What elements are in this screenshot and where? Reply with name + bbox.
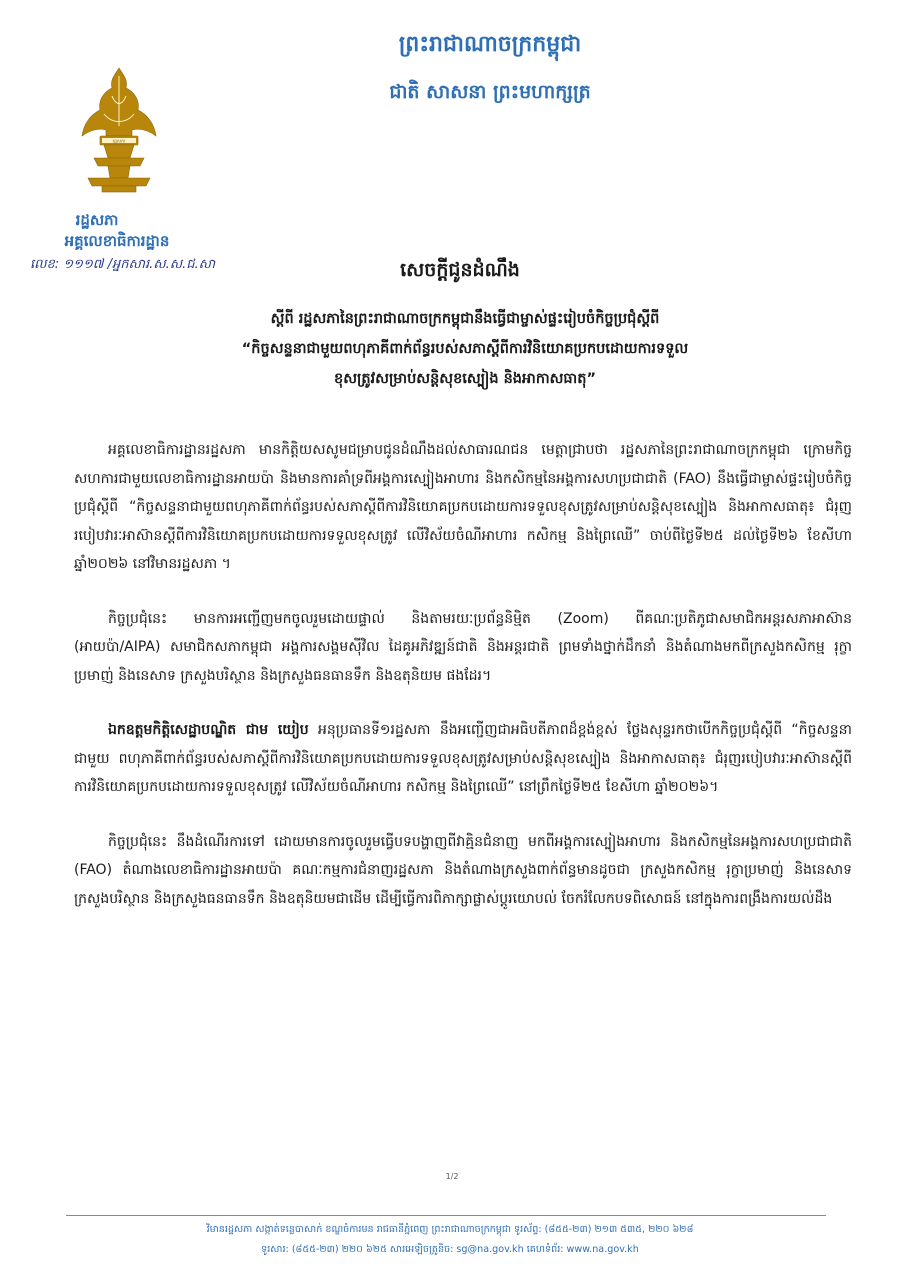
notice-subtitle	[70, 304, 860, 394]
page-number: 1/2	[445, 1172, 459, 1181]
body-paragraph: អគ្គលេខាធិការដ្ឋានរដ្ឋសភា មានកិត្តិយសសូមជម្រាបជូនដំណឹងដល់សាធារណជន មេត្តាជ្រាបថា រដ្ឋសភានៃព្រះរាជាណាចក្រកម្ពុជា ក្រោមកិច្ចសហការជាមួយលេខាធិការដ្ឋានអាយប៉ា និងមានការគាំទ្រពីអង្គការស្បៀងអាហារ និងកសិកម្មនៃអង្គការសហប្រជាជាតិ (FAO) នឹងធ្វើជាម្ចាស់ផ្ទះរៀបចំកិច្ចប្រជុំស្ដីពី “កិច្ចសន្ទនាជាមួយពហុភាគីពាក់ព័ន្ធរបស់សភាស្ដីពីការវិនិយោគប្រកបដោយការទទួលខុសត្រូវសម្រាប់សន្តិសុខស្បៀង និងអាកាសធាតុ៖ ជំរុញរបៀបវារៈអាស៊ានស្ដីពីការវិនិយោគប្រកបដោយការទទួលខុសត្រូវ លើវិស័យចំណីអាហារ កសិកម្ម និងព្រៃឈើ” ចាប់ពីថ្ងៃទី២៥ ដល់ថ្ងៃទី២៦ ខែសីហា ឆ្នាំ២០២៦ នៅវិមានរដ្ឋសភា ។	[74, 442, 852, 572]
national-assembly-emblem-icon	[74, 66, 164, 196]
body-paragraph	[74, 716, 852, 802]
kingdom-header: ព្រះរាជាណាចក្រកម្ពុជា	[398, 32, 582, 57]
motto-header: ជាតិ សាសនា ព្រះមហាក្សត្រ	[389, 81, 591, 103]
notice-body	[74, 436, 852, 939]
paragraph-text: អនុប្រធានទី១រដ្ឋសភា នឹងអញ្ជើញជាអធិបតីភាពដ៏ខ្ពង់ខ្ពស់ ថ្លែងសុន្ទរកថាបើកកិច្ចប្រជុំស្ដីពី “កិច្ចសន្ទនាជាមួយ ពហុភាគីពាក់ព័ន្ធរបស់សភាស្ដីពីការវិនិយោគប្រកបដោយការទទួលខុសត្រូវសម្រាប់សន្តិសុខស្បៀង និងអាកាសធាតុ៖ ជំរុញរបៀបវារៈអាស៊ានស្ដីពីការវិនិយោគប្រកបដោយការទទួលខុសត្រូវ លើវិស័យចំណីអាហារ កសិកម្ម និងព្រៃឈើ” នៅព្រឹកថ្ងៃទី២៥ ខែសីហា ឆ្នាំ២០២៦។	[74, 722, 852, 795]
department-block	[22, 210, 252, 252]
subtitle-line: ស្ដីពី រដ្ឋសភានៃព្រះរាជាណាចក្រកម្ពុជានឹងធ្វើជាម្ចាស់ផ្ទះរៀបចំកិច្ចប្រជុំស្ដីពី	[270, 311, 660, 327]
emblem-text: រដ្ឋសភា	[112, 139, 126, 145]
chairperson-name: ឯកឧត្ដមកិត្តិសេដ្ឋាបណ្ឌិត ជាម យៀប	[108, 722, 309, 738]
subtitle-line: ខុសត្រូវសម្រាប់សន្តិសុខស្បៀង និងអាកាសធាតុ”	[334, 371, 596, 387]
footer-contact: ទូរសារ: (៨៥៥-២៣) ២២០ ៦២៥ សារអេឡិចត្រូនិច: sg@na.gov.kh គេហទំព័រ: www.na.gov.kh	[261, 1244, 639, 1255]
notice-title: សេចក្ដីជូនដំណឹង	[400, 259, 520, 281]
department-line-1: រដ្ឋសភា	[75, 211, 119, 229]
body-paragraph: កិច្ចប្រជុំនេះ មានការអញ្ជើញមកចូលរួមដោយផ្ទាល់ និងតាមរយៈប្រព័ន្ធនិម្មិត (Zoom) ពីគណៈប្រតិភូជាសមាជិកអន្តរសភាអាស៊ាន (អាយប៉ា/AIPA) សមាជិកសភាកម្ពុជា អង្គការសង្គមស៊ីវិល ដៃគូអភិវឌ្ឍន៍ជាតិ និងអន្តរជាតិ ព្រមទាំងថ្នាក់ដឹកនាំ និងតំណាងមកពីក្រសួងកសិកម្ម រុក្ខាប្រមាញ់ និងនេសាទ ក្រសួងបរិស្ថាន និងក្រសួងធនធានទឹក និងឧតុនិយម ផងដែរ។	[74, 610, 852, 684]
footer-divider	[66, 1215, 826, 1216]
subtitle-line: “កិច្ចសន្ទនាជាមួយពហុភាគីពាក់ព័ន្ធរបស់សភាស្ដីពីការវិនិយោគប្រកបដោយការទទួល	[241, 341, 689, 357]
footer-address: វិមានរដ្ឋសភា សង្កាត់ទន្លេបាសាក់ ខណ្ឌចំការមន រាជធានីភ្នំពេញ ព្រះរាជាណាចក្រកម្ពុជា ទូរស័ព្ទ: (៨៥៥-២៣) ២១៣ ៥៣៥, ២២០ ៦២៨	[206, 1224, 694, 1235]
department-line-2: អគ្គលេខាធិការដ្ឋាន	[64, 232, 170, 250]
body-paragraph: កិច្ចប្រជុំនេះ នឹងដំណើរការទៅ ដោយមានការចូលរួមធ្វើបទបង្ហាញពីវាគ្មិនជំនាញ មកពីអង្គការស្បៀងអាហារ និងកសិកម្មនៃអង្គការសហប្រជាជាតិ (FAO) តំណាងលេខាធិការដ្ឋានអាយប៉ា គណៈកម្មការជំនាញរដ្ឋសភា និងតំណាងក្រសួងពាក់ព័ន្ធមានដូចជា ក្រសួងកសិកម្ម រុក្ខាប្រមាញ់ និងនេសាទ ក្រសួងបរិស្ថាន និងក្រសួងធនធានទឹក និងឧតុនិយមជាដើម ដើម្បីធ្វើការពិភាក្សាផ្លាស់ប្ដូរយោបល់ ចែករំលែកបទពិសោធន៍ នៅក្នុងការពង្រឹងការយល់ដឹង	[74, 833, 852, 907]
reference-number: លេខ: ១១១៧ /អ្នកសារ.ស.ស.ជ.សា	[30, 257, 216, 272]
